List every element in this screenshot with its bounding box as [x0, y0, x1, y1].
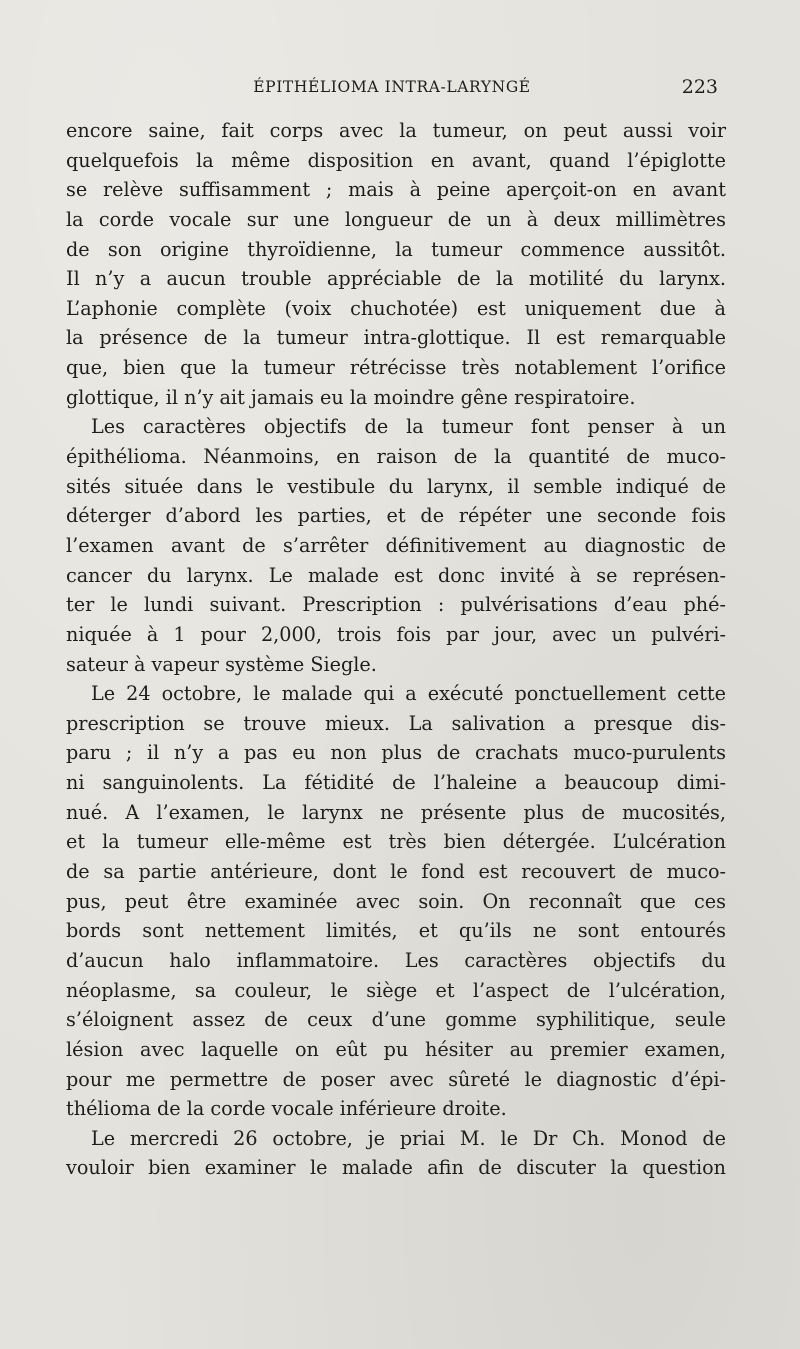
text-line: vouloir bien examiner le malade afin de discuter la question	[66, 1156, 726, 1180]
text-line: la corde vocale sur une longueur de un à deux millimètres	[66, 207, 726, 231]
paragraph-first-line: Le 24 octobre, le malade qui a exécuté ponctuellement cette	[91, 682, 726, 706]
paragraph-first-line: Le mercredi 26 octobre, je priai M. le Dr Ch. Monod de	[91, 1126, 726, 1150]
text-line: glottique, il n’y ait jamais eu la moindre gêne respiratoire.	[66, 385, 636, 409]
text-line: l’examen avant de s’arrêter définitivement au diagnostic de	[66, 533, 726, 557]
text-line: paru ; il n’y a pas eu non plus de crachats muco-purulents	[66, 741, 726, 765]
page-number: 223	[681, 76, 718, 98]
paragraph-first-line: Les caractères objectifs de la tumeur font penser à un	[91, 415, 726, 439]
text-line: lésion avec laquelle on eût pu hésiter au premier examen,	[66, 1037, 726, 1061]
text-line: d’aucun halo inflammatoire. Les caractères objectifs du	[66, 948, 726, 972]
text-line: sateur à vapeur système Siegle.	[66, 652, 377, 676]
text-line: épithélioma. Néanmoins, en raison de la quantité de muco-	[66, 445, 726, 469]
text-line: nué. A l’examen, le larynx ne présente plus de mucosités,	[66, 800, 726, 824]
running-title: ÉPITHÉLIOMA INTRA-LARYNGÉ	[253, 78, 531, 96]
text-line: L’aphonie complète (voix chuchotée) est uniquement due à	[66, 296, 726, 320]
text-line: s’éloignent assez de ceux d’une gomme syphilitique, seule	[66, 1008, 726, 1032]
text-line: sités située dans le vestibule du larynx, il semble indiqué de	[66, 474, 726, 498]
text-line: cancer du larynx. Le malade est donc invité à se représen-	[66, 563, 726, 587]
text-line: néoplasme, sa couleur, le siège et l’aspect de l’ulcération,	[66, 978, 726, 1002]
text-line: encore saine, fait corps avec la tumeur, on peut aussi voir	[66, 119, 726, 142]
text-line: se relève suffisamment ; mais à peine aperçoit-on en avant	[66, 178, 726, 202]
text-line: ter le lundi suivant. Prescription : pulvérisations d’eau phé-	[66, 593, 726, 617]
text-line: bords sont nettement limités, et qu’ils ne sont entourés	[66, 919, 726, 943]
text-line: la présence de la tumeur intra-glottique. Il est remarquable	[66, 326, 726, 350]
text-line: déterger d’abord les parties, et de répéter une seconde fois	[66, 504, 726, 528]
text-line: que, bien que la tumeur rétrécisse très notablement l’orifice	[66, 356, 726, 380]
text-line: prescription se trouve mieux. La salivation a presque dis-	[66, 711, 726, 735]
running-head	[66, 76, 718, 100]
text-line: pour me permettre de poser avec sûreté le diagnostic d’épi-	[66, 1067, 726, 1091]
text-line: de sa partie antérieure, dont le fond est recouvert de muco-	[66, 860, 726, 884]
text-line: quelquefois la même disposition en avant, quand l’épiglotte	[66, 148, 726, 172]
text-line: Il n’y a aucun trouble appréciable de la motilité du larynx.	[66, 267, 726, 291]
text-line: niquée à 1 pour 2,000, trois fois par jour, avec un pulvéri-	[66, 622, 726, 646]
body-text	[66, 116, 726, 1183]
text-line: ni sanguinolents. La fétidité de l’haleine a beaucoup dimi-	[66, 771, 726, 795]
text-line: pus, peut être examinée avec soin. On reconnaît que ces	[66, 889, 726, 913]
text-line: et la tumeur elle-même est très bien détergée. L’ulcération	[66, 830, 726, 854]
text-line: de son origine thyroïdienne, la tumeur commence aussitôt.	[66, 237, 726, 261]
text-line: thélioma de la corde vocale inférieure droite.	[66, 1097, 507, 1121]
